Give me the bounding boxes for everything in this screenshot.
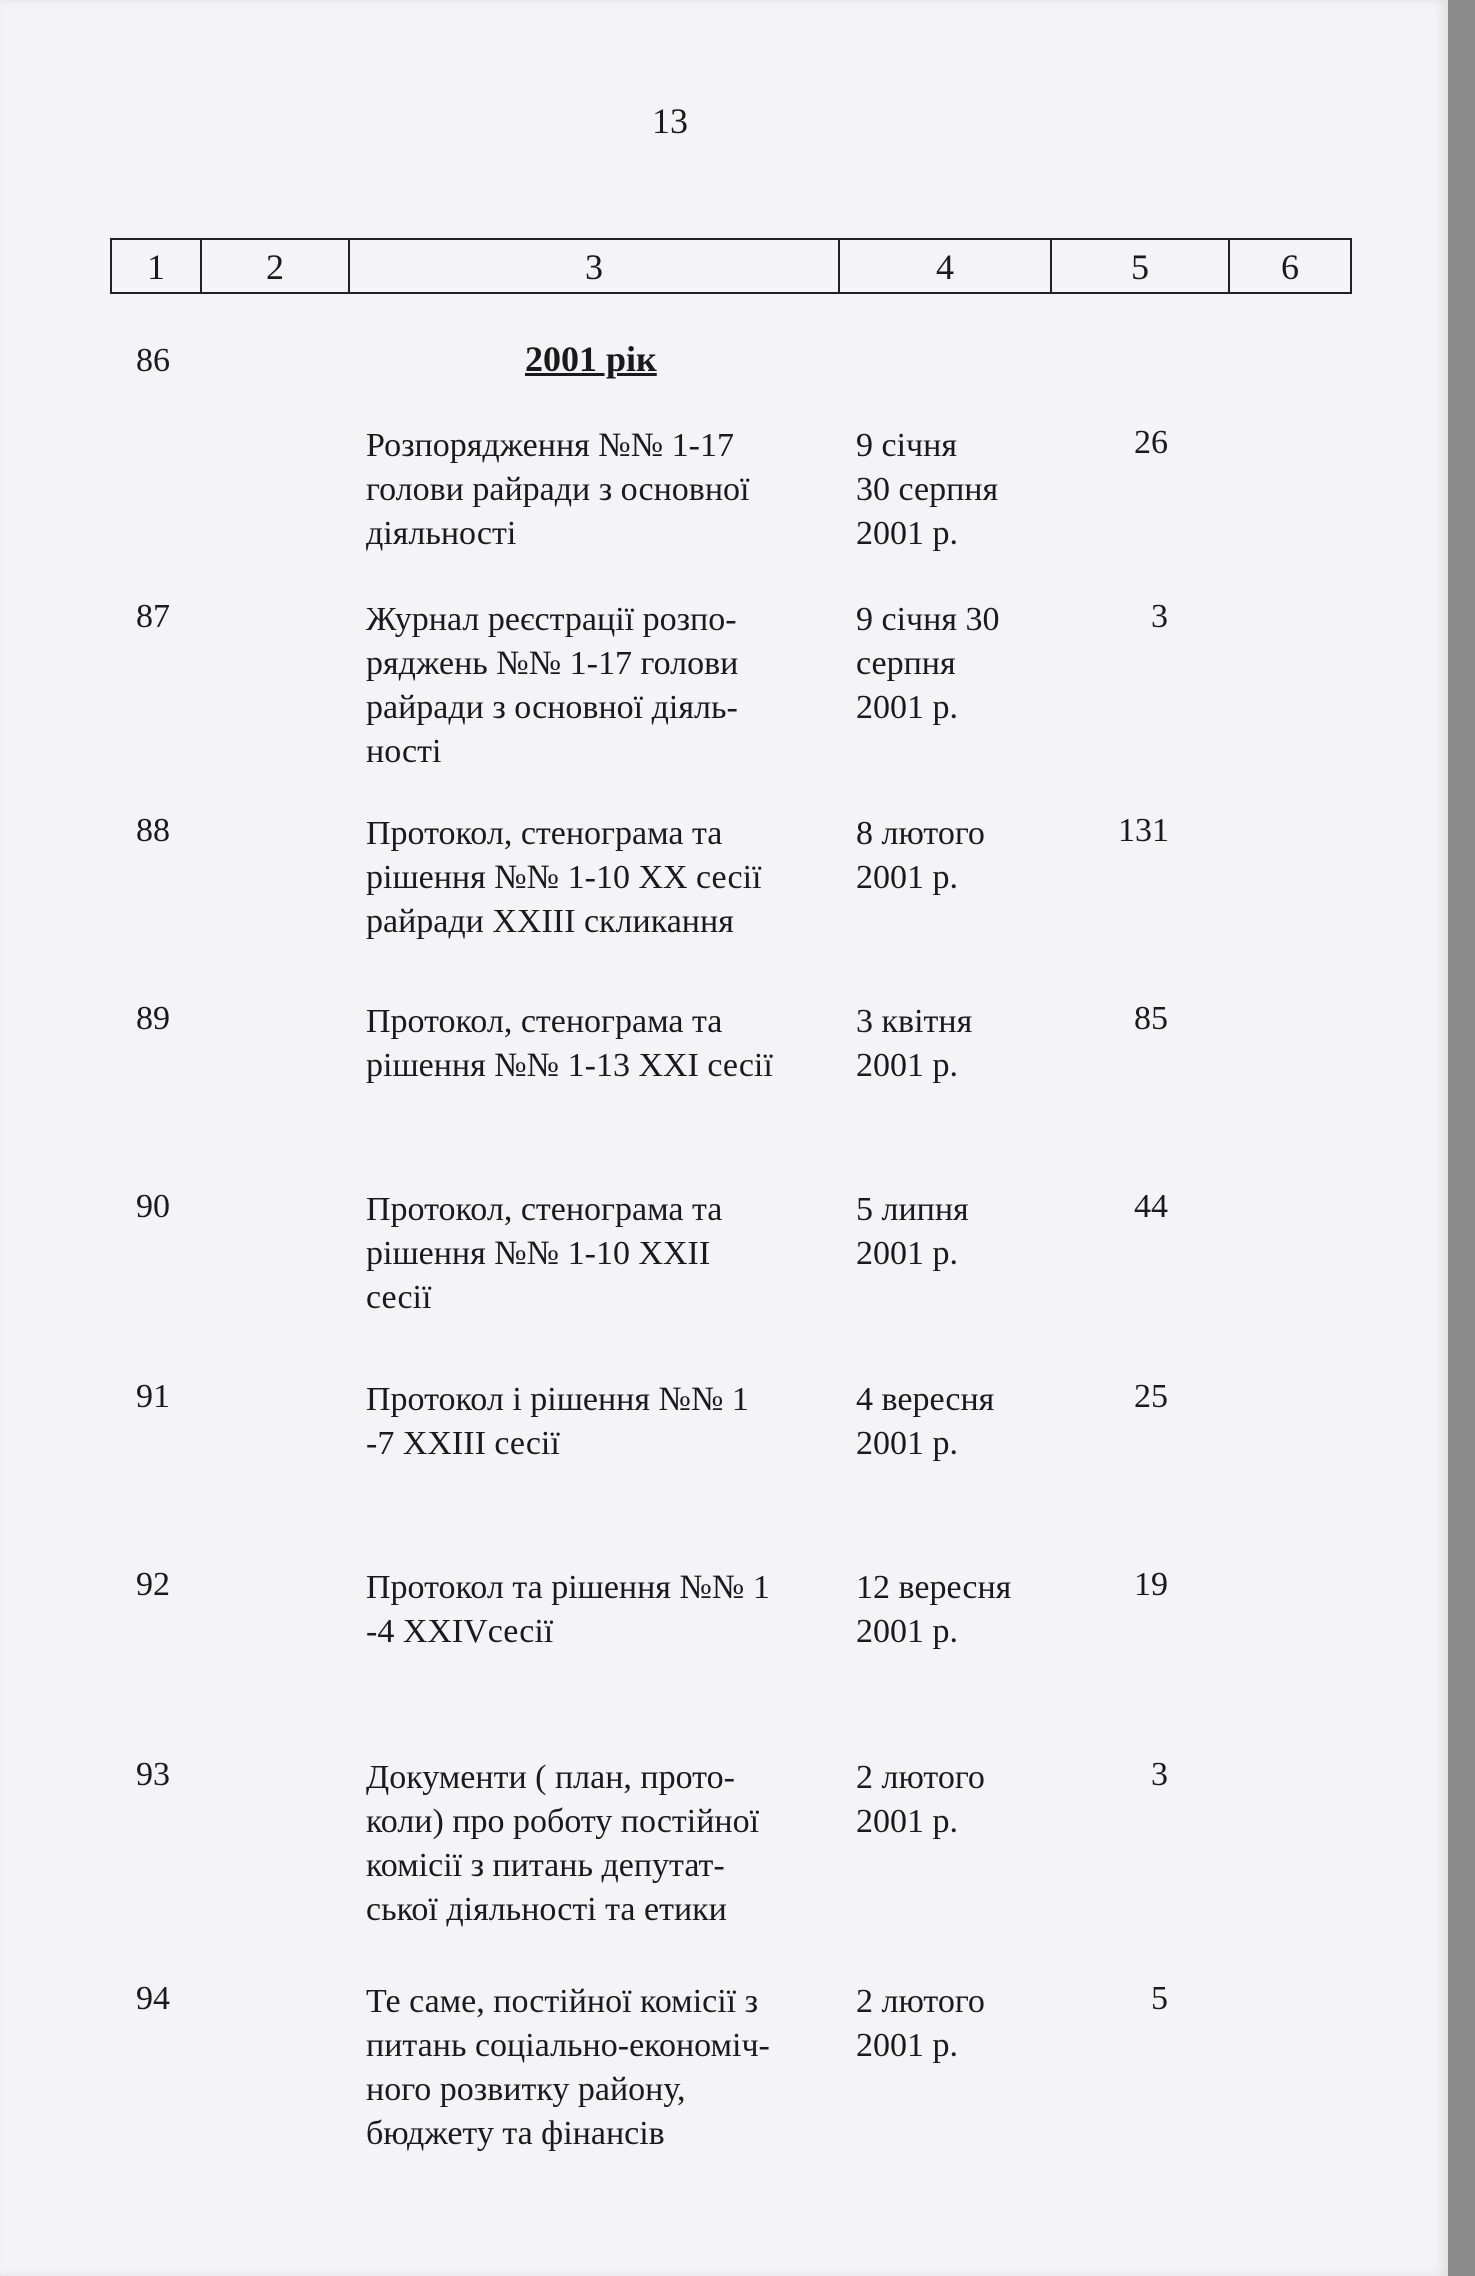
entry-title-line: Протокол, стенограма та — [366, 815, 723, 852]
entry-title-line: Протокол та рішення №№ 1 — [366, 1569, 770, 1606]
entry-dates — [856, 1188, 1056, 1276]
entry-title — [366, 812, 836, 944]
entry-title-line: голови райради з основної — [366, 471, 750, 508]
entry-dates — [856, 598, 1056, 730]
entry-title — [366, 1188, 836, 1320]
column-header-2: 2 — [202, 240, 350, 292]
entry-number: 92 — [136, 1566, 170, 1603]
entry-title-line: райради з основної діяль- — [366, 689, 738, 726]
entry-title-line: Протокол, стенограма та — [366, 1191, 723, 1228]
entry-title — [366, 1378, 836, 1466]
entry-title — [366, 1756, 836, 1932]
entry-number: 94 — [136, 1980, 170, 2017]
entry-sheet-count: 3 — [1151, 1756, 1168, 1793]
entry-number: 89 — [136, 1000, 170, 1037]
column-header-3: 3 — [350, 240, 840, 292]
column-header-6: 6 — [1281, 247, 1299, 287]
year-heading: 2001 рік — [525, 339, 657, 379]
entry-date-line: серпня — [856, 645, 956, 682]
entry-sheet-count: 5 — [1151, 1980, 1168, 2017]
entry-date-line: 2001 р. — [856, 1425, 958, 1462]
entry-sheet-count: 85 — [1134, 1000, 1168, 1037]
entry-dates — [856, 1000, 1056, 1088]
column-header-4: 4 — [840, 240, 1052, 292]
entry-title — [366, 1980, 836, 2156]
entry-date-line: 2001 р. — [856, 1613, 958, 1650]
entry-date-line: 2001 р. — [856, 1235, 958, 1272]
entry-title-line: Протокол і рішення №№ 1 — [366, 1381, 749, 1418]
entry-dates — [856, 1566, 1056, 1654]
entry-title — [366, 1566, 836, 1654]
entry-title-line: питань соціально-економіч- — [366, 2027, 770, 2064]
entry-sheet-count: 3 — [1151, 598, 1168, 635]
entry-title-line: райради ХХІІІ скликання — [366, 903, 734, 940]
column-header-row — [110, 238, 1352, 294]
entry-sheet-count: 131 — [1118, 812, 1169, 849]
entry-title-line: ності — [366, 733, 442, 770]
entry-sheet-count: 25 — [1134, 1378, 1168, 1415]
entry-sheet-count: 44 — [1134, 1188, 1168, 1225]
column-header-1: 1 — [112, 240, 202, 292]
entry-title-line: коли) про роботу постійної — [366, 1803, 760, 1840]
entry-number: 86 — [136, 342, 170, 379]
entry-title — [366, 598, 836, 774]
entry-dates — [856, 424, 1056, 556]
entry-title-line: ного розвитку району, — [366, 2071, 686, 2108]
entry-title-line: бюджету та фінансів — [366, 2115, 665, 2152]
entry-number: 93 — [136, 1756, 170, 1793]
entry-number: 91 — [136, 1378, 170, 1415]
entry-title — [366, 424, 836, 556]
entry-date-line: 9 січня 30 — [856, 601, 1000, 638]
entry-date-line: 5 липня — [856, 1191, 969, 1228]
entry-date-line: 2001 р. — [856, 515, 958, 552]
entry-dates — [856, 1756, 1056, 1844]
entry-date-line: 2001 р. — [856, 1803, 958, 1840]
entry-date-line: 12 вересня — [856, 1569, 1012, 1606]
entry-title-line: Те саме, постійної комісії з — [366, 1983, 759, 2020]
entry-sheet-count: 26 — [1134, 424, 1168, 461]
entry-title-line: ської діяльності та етики — [366, 1891, 727, 1928]
entry-number: 90 — [136, 1188, 170, 1225]
entry-dates — [856, 1980, 1056, 2068]
entry-title-line: діяльності — [366, 515, 517, 552]
entry-title-line: Протокол, стенограма та — [366, 1003, 723, 1040]
entry-sheet-count: 19 — [1134, 1566, 1168, 1603]
entry-date-line: 2 лютого — [856, 1759, 985, 1796]
entry-number: 87 — [136, 598, 170, 635]
entry-date-line: 2001 р. — [856, 689, 958, 726]
entry-date-line: 2001 р. — [856, 2027, 958, 2064]
entry-date-line: 2001 р. — [856, 1047, 958, 1084]
entry-date-line: 9 січня — [856, 427, 957, 464]
entry-date-line: 2 лютого — [856, 1983, 985, 2020]
entry-date-line: 3 квітня — [856, 1003, 973, 1040]
entry-title-line: -4 ХХІVсесії — [366, 1613, 554, 1650]
entry-dates — [856, 1378, 1056, 1466]
entry-title-line: Документи ( план, прото- — [366, 1759, 735, 1796]
entry-dates — [856, 812, 1056, 900]
entry-date-line: 30 серпня — [856, 471, 999, 508]
entry-title-line: Журнал реєстрації розпо- — [366, 601, 737, 638]
entry-date-line: 8 лютого — [856, 815, 985, 852]
entry-title-line: рішення №№ 1-13 ХХІ сесії — [366, 1047, 773, 1084]
entry-title-line: рішення №№ 1-10 ХХ сесії — [366, 859, 762, 896]
entry-title-line: -7 ХХІІІ сесії — [366, 1425, 560, 1462]
entry-title-line: рішення №№ 1-10 ХХІІ — [366, 1235, 711, 1272]
entry-title-line: Розпорядження №№ 1-17 — [366, 427, 734, 464]
entry-title-line: ряджень №№ 1-17 голови — [366, 645, 739, 682]
entry-date-line: 2001 р. — [856, 859, 958, 896]
entry-title — [366, 1000, 836, 1088]
page-number: 13 — [652, 101, 688, 141]
column-header-5: 5 — [1052, 240, 1230, 292]
entry-number: 88 — [136, 812, 170, 849]
entry-title-line: сесії — [366, 1279, 432, 1316]
entry-date-line: 4 вересня — [856, 1381, 995, 1418]
entry-title-line: комісії з питань депутат- — [366, 1847, 725, 1884]
